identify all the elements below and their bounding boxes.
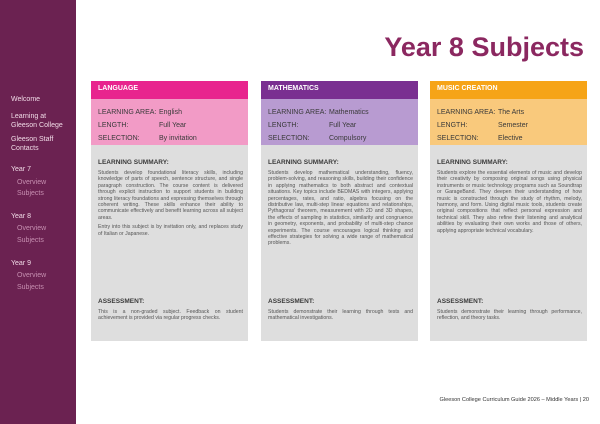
length-row: [98, 119, 248, 132]
assessment: [268, 298, 413, 322]
subject-info-band: [261, 99, 418, 145]
learning-summary: [437, 159, 582, 234]
learning-summary-heading: LEARNING SUMMARY:: [268, 159, 339, 166]
learning-summary-heading: LEARNING SUMMARY:: [437, 159, 508, 166]
nav-year-8[interactable]: Year 8: [11, 213, 31, 220]
learning-area-label: LEARNING AREA:: [98, 109, 157, 116]
subject-header: LANGUAGE: [91, 81, 248, 99]
learning-area-row: [268, 106, 418, 119]
selection-value: Compulsory: [329, 135, 367, 142]
length-row: [268, 119, 418, 132]
learning-summary: [98, 159, 243, 237]
learning-area-label: LEARNING AREA:: [268, 109, 327, 116]
assessment-text: Students demonstrate their learning through tests and mathematical investigations.: [268, 309, 413, 322]
selection-row: [437, 132, 587, 145]
nav-year-7[interactable]: Year 7: [11, 166, 31, 173]
assessment-heading: ASSESSMENT:: [268, 298, 315, 305]
nav-welcome[interactable]: Welcome: [11, 96, 41, 103]
nav-year-7-subjects[interactable]: Subjects: [17, 190, 44, 197]
subject-info-band: [430, 99, 587, 145]
nav-staff-contacts[interactable]: Gleeson Staff Contacts: [11, 136, 54, 152]
length-value: Full Year: [159, 122, 187, 129]
learning-area-row: [437, 106, 587, 119]
length-value: Full Year: [329, 122, 357, 129]
subject-header: MUSIC CREATION: [430, 81, 587, 99]
assessment-heading: ASSESSMENT:: [98, 298, 145, 305]
assessment: [98, 298, 243, 322]
learning-area-value: Mathematics: [329, 109, 369, 116]
summary-paragraph: Entry into this subject is by invitation only, and replaces study of Italian or Japanese.: [98, 224, 243, 237]
nav-year-9-subjects[interactable]: Subjects: [17, 284, 44, 291]
selection-label: SELECTION:: [98, 135, 140, 142]
selection-value: Elective: [498, 135, 523, 142]
length-label: LENGTH:: [98, 122, 129, 129]
summary-paragraph: Students explore the essential elements of music and develop their creativity by composing original songs using physical instruments or music technology programs such as Soundtrap or GarageBand. They deepen their understanding of how music is constructed through the study of rhythm, melody, harmony, and form. Using digital music tools, students create original compositions that reflect personal expression and technical skill. They also refine their listening and analytical abilities by evaluating their own works and those of others, applying appropriate technical vocabulary.: [437, 170, 582, 234]
nav-year-9[interactable]: Year 9: [11, 260, 31, 267]
page-title: Year 8 Subjects: [384, 32, 584, 62]
subject-header: MATHEMATICS: [261, 81, 418, 99]
length-value: Semester: [498, 122, 528, 129]
learning-summary: [268, 159, 413, 247]
selection-label: SELECTION:: [437, 135, 479, 142]
learning-summary-heading: LEARNING SUMMARY:: [98, 159, 169, 166]
assessment: [437, 298, 582, 322]
summary-paragraph: Students develop mathematical understanding, fluency, problem-solving, and reasoning skills, building their confidence in applying mathematics to both abstract and contextual situations. Key topics include BEDMAS with integers, applying percentages, rates, and ratio, algebra focusing on the distributive law, multi-step linear equations and relationships, Pythagoras' theorem, measurement with 2D and 3D shapes, the effects of sampling in statistics, similarity and congruence in geometry, exponents, and probability of multi-step chance experiments. The course encourages logical thinking and effective strategies for solving a wide range of mathematical problems.: [268, 170, 413, 247]
length-label: LENGTH:: [437, 122, 468, 129]
subject-card-music-creation: [430, 81, 587, 341]
learning-area-value: English: [159, 109, 182, 116]
sidebar-nav: [0, 0, 76, 424]
summary-paragraph: Students develop foundational literacy skills, including knowledge of parts of speech, sentence structure, and single paragraph construction. The course content is delivered through explicit instruction to support students in building strong literacy foundations and expressing themselves through coherent writing. These skills enhance their ability to communicate effectively and benefit learning across all subject areas.: [98, 170, 243, 221]
selection-row: [98, 132, 248, 145]
nav-year-8-overview[interactable]: Overview: [17, 225, 47, 232]
selection-label: SELECTION:: [268, 135, 310, 142]
selection-value: By invitation: [159, 135, 197, 142]
nav-year-8-subjects[interactable]: Subjects: [17, 237, 44, 244]
page-footer: Gleeson College Curriculum Guide 2026 – Middle Years | 20: [439, 397, 589, 403]
length-row: [437, 119, 587, 132]
learning-area-value: The Arts: [498, 109, 525, 116]
subject-info-band: [91, 99, 248, 145]
selection-row: [268, 132, 418, 145]
subject-card-language: [91, 81, 248, 341]
nav-learning-at-gleeson[interactable]: Learning at Gleeson College: [11, 113, 63, 129]
subject-card-mathematics: [261, 81, 418, 341]
nav-year-7-overview[interactable]: Overview: [17, 179, 47, 186]
assessment-text: This is a non-graded subject. Feedback on student achievement is provided via regular progress checks.: [98, 309, 243, 322]
learning-area-label: LEARNING AREA:: [437, 109, 496, 116]
learning-area-row: [98, 106, 248, 119]
assessment-text: Students demonstrate their learning through performance, reflection, and theory tasks.: [437, 309, 582, 322]
nav-year-9-overview[interactable]: Overview: [17, 272, 47, 279]
assessment-heading: ASSESSMENT:: [437, 298, 484, 305]
length-label: LENGTH:: [268, 122, 299, 129]
